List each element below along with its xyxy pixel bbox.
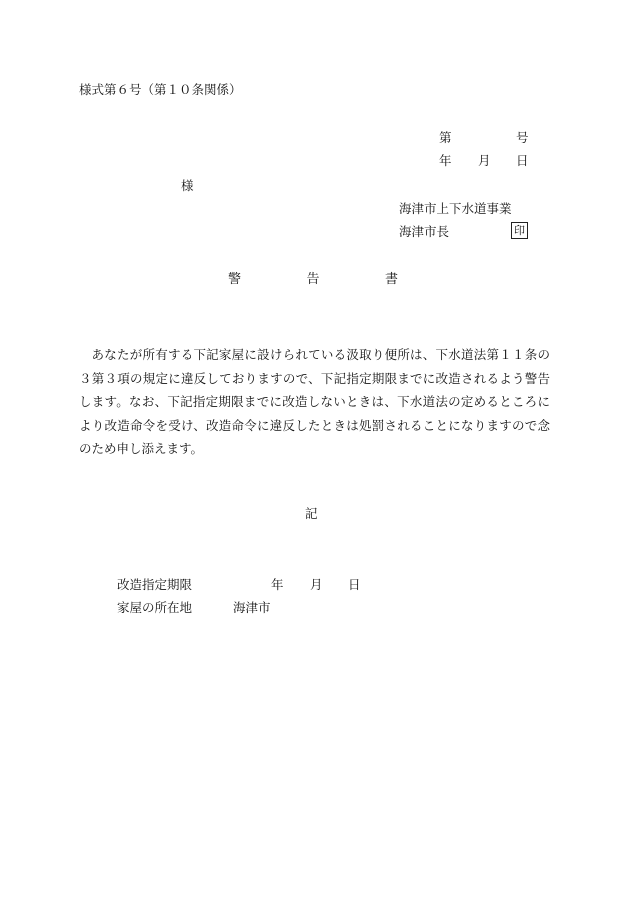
date-year-label: 年 xyxy=(439,153,452,168)
title-char-1: 警 xyxy=(228,272,242,287)
addressee-honorific: 様 xyxy=(181,178,194,193)
body-paragraph: あなたが所有する下記家屋に設けられている汲取り便所は、下水道法第１１条の３第３項の規定に違反しておりますので、下記指定期限までに改造されるよう警告します。なお、下記指定期限までに改造しないときは、下水道法の定めるところにより改造命令を受け、改造命令に違反したときは処罰されることになりますので念のため申し添えます。 xyxy=(79,347,550,456)
seal-mark: 印 xyxy=(511,222,528,239)
issuer-organization: 海津市上下水道事業 xyxy=(399,201,512,216)
location-value: 海津市 xyxy=(233,600,271,615)
deadline-month-label: 月 xyxy=(310,577,323,592)
date-month-label: 月 xyxy=(478,153,491,168)
location-label: 家屋の所在地 xyxy=(117,600,193,615)
date-day-label: 日 xyxy=(516,153,529,168)
deadline-day-label: 日 xyxy=(348,577,361,592)
document-number-prefix: 第 xyxy=(439,130,452,145)
title-char-2: 告 xyxy=(306,272,320,287)
document-title xyxy=(228,273,398,286)
form-number: 様式第６号（第１０条関係） xyxy=(79,82,242,97)
deadline-label: 改造指定期限 xyxy=(117,577,193,592)
deadline-year-label: 年 xyxy=(271,577,284,592)
issuer-name: 海津市長 xyxy=(399,224,450,239)
title-char-3: 書 xyxy=(384,272,398,287)
document-number-suffix: 号 xyxy=(516,130,529,145)
ki-heading: 記 xyxy=(305,506,318,521)
